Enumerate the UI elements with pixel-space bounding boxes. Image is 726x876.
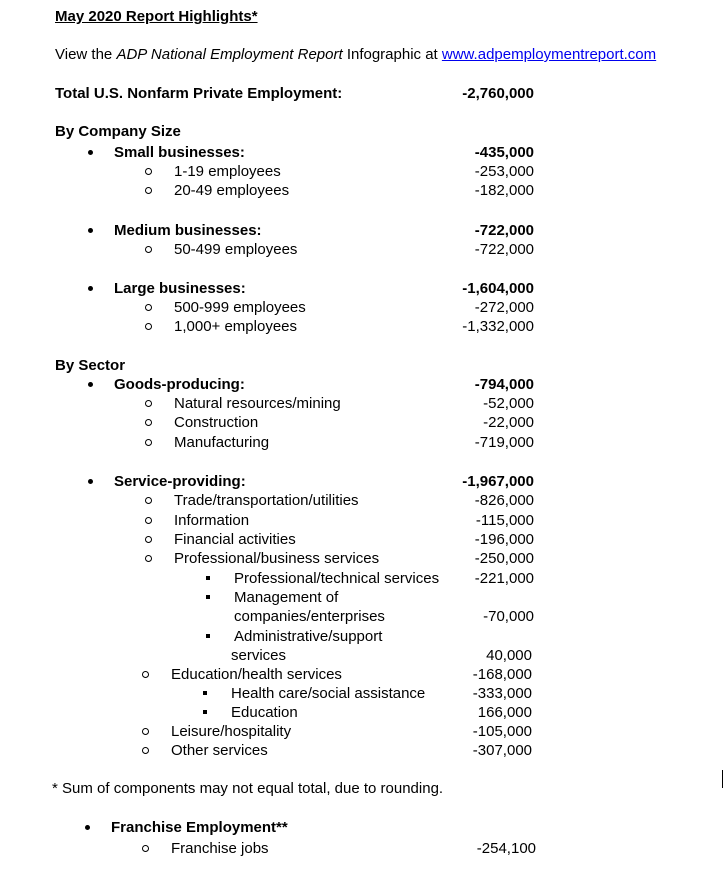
edu-health-sub-label: Education <box>231 704 298 721</box>
circle-bullet-icon <box>145 168 152 175</box>
size-row-value: -253,000 <box>474 163 534 180</box>
sector-row-label: Manufacturing <box>174 434 270 451</box>
large-business-value: -1,604,000 <box>462 280 534 297</box>
bullet-icon <box>88 286 93 291</box>
circle-bullet-icon <box>145 323 152 330</box>
admin-label-line1: Administrative/support <box>234 628 383 645</box>
circle-bullet-icon <box>145 536 152 543</box>
square-bullet-icon <box>203 710 207 714</box>
size-row-label: 50-499 employees <box>174 241 298 258</box>
circle-bullet-icon <box>145 419 152 426</box>
circle-bullet-icon <box>145 517 152 524</box>
circle-bullet-icon <box>145 187 152 194</box>
size-row-value: -182,000 <box>474 182 534 199</box>
circle-bullet-icon <box>145 439 152 446</box>
size-row-value: -722,000 <box>474 241 534 258</box>
size-row-label: 1,000+ employees <box>174 318 298 335</box>
prof-tech-label: Professional/technical services <box>234 570 440 587</box>
sector-row-value: -22,000 <box>483 414 534 431</box>
bullet-icon <box>88 228 93 233</box>
mgmt-value: -70,000 <box>483 608 534 625</box>
sector-row-value: -826,000 <box>474 492 534 509</box>
other-services-label: Other services <box>171 742 268 759</box>
sector-row-value: -250,000 <box>474 550 534 567</box>
edu-health-value: -168,000 <box>472 666 532 683</box>
circle-bullet-icon <box>142 747 149 754</box>
intro-line <box>55 45 656 64</box>
sector-row-value: -719,000 <box>474 434 534 451</box>
bullet-icon <box>88 150 93 155</box>
sector-row-value: -115,000 <box>475 512 534 529</box>
mgmt-label-line2: companies/enterprises <box>234 608 385 625</box>
goods-producing-value: -794,000 <box>474 376 534 393</box>
franchise-employment-label: Franchise Employment** <box>111 819 288 836</box>
bullet-icon <box>85 825 90 830</box>
edu-health-sub-label: Health care/social assistance <box>231 685 426 702</box>
goods-producing-label: Goods-producing: <box>114 376 245 393</box>
large-business-label: Large businesses: <box>114 280 246 297</box>
admin-value: 40,000 <box>486 647 532 664</box>
franchise-jobs-value: -254,100 <box>476 840 536 857</box>
service-providing-value: -1,967,000 <box>462 473 534 490</box>
intro-report-name: ADP National Employment Report <box>116 46 343 63</box>
sector-row-label: Trade/transportation/utilities <box>174 492 359 509</box>
small-business-value: -435,000 <box>474 144 534 161</box>
circle-bullet-icon <box>142 671 149 678</box>
size-row-label: 1-19 employees <box>174 163 281 180</box>
square-bullet-icon <box>206 595 210 599</box>
total-label: Total U.S. Nonfarm Private Employment: <box>55 85 343 102</box>
square-bullet-icon <box>206 634 210 638</box>
bullet-icon <box>88 382 93 387</box>
edu-health-sub-value: 166,000 <box>477 704 532 721</box>
sector-row-label: Professional/business services <box>174 550 380 567</box>
sector-row-label: Information <box>174 512 250 529</box>
small-business-label: Small businesses: <box>114 144 245 161</box>
sector-row-label: Construction <box>174 414 259 431</box>
circle-bullet-icon <box>145 555 152 562</box>
intro-prefix: View the <box>55 46 117 63</box>
medium-business-value: -722,000 <box>474 222 534 239</box>
report-link[interactable]: www.adpemploymentreport.com <box>441 46 657 63</box>
prof-tech-value: -221,000 <box>474 570 534 587</box>
leisure-label: Leisure/hospitality <box>171 723 292 740</box>
franchise-jobs-label: Franchise jobs <box>171 840 269 857</box>
circle-bullet-icon <box>145 400 152 407</box>
admin-label-line2: services <box>231 647 287 664</box>
service-providing-label: Service-providing: <box>114 473 246 490</box>
circle-bullet-icon <box>145 304 152 311</box>
rounding-footnote: * Sum of components may not equal total, due to rounding. <box>52 780 444 797</box>
sector-heading: By Sector <box>55 357 126 374</box>
sector-row-label: Financial activities <box>174 531 296 548</box>
medium-business-label: Medium businesses: <box>114 222 262 239</box>
edu-health-sub-value: -333,000 <box>472 685 532 702</box>
square-bullet-icon <box>206 576 210 580</box>
bullet-icon <box>88 479 93 484</box>
size-row-label: 500-999 employees <box>174 299 306 316</box>
mgmt-label-line1: Management of <box>234 589 339 606</box>
text-cursor-mark <box>722 770 723 788</box>
sector-row-value: -196,000 <box>474 531 534 548</box>
sector-row-value: -52,000 <box>483 395 534 412</box>
square-bullet-icon <box>203 691 207 695</box>
circle-bullet-icon <box>142 845 149 852</box>
edu-health-label: Education/health services <box>171 666 342 683</box>
size-row-value: -1,332,000 <box>462 318 534 335</box>
intro-mid: Infographic at <box>342 46 442 63</box>
report-title: May 2020 Report Highlights* <box>55 8 258 25</box>
circle-bullet-icon <box>145 246 152 253</box>
size-row-value: -272,000 <box>474 299 534 316</box>
leisure-value: -105,000 <box>472 723 532 740</box>
circle-bullet-icon <box>145 497 152 504</box>
total-value: -2,760,000 <box>462 85 534 102</box>
sector-row-label: Natural resources/mining <box>174 395 341 412</box>
size-row-label: 20-49 employees <box>174 182 290 199</box>
company-size-heading: By Company Size <box>55 123 181 140</box>
other-services-value: -307,000 <box>472 742 532 759</box>
circle-bullet-icon <box>142 728 149 735</box>
